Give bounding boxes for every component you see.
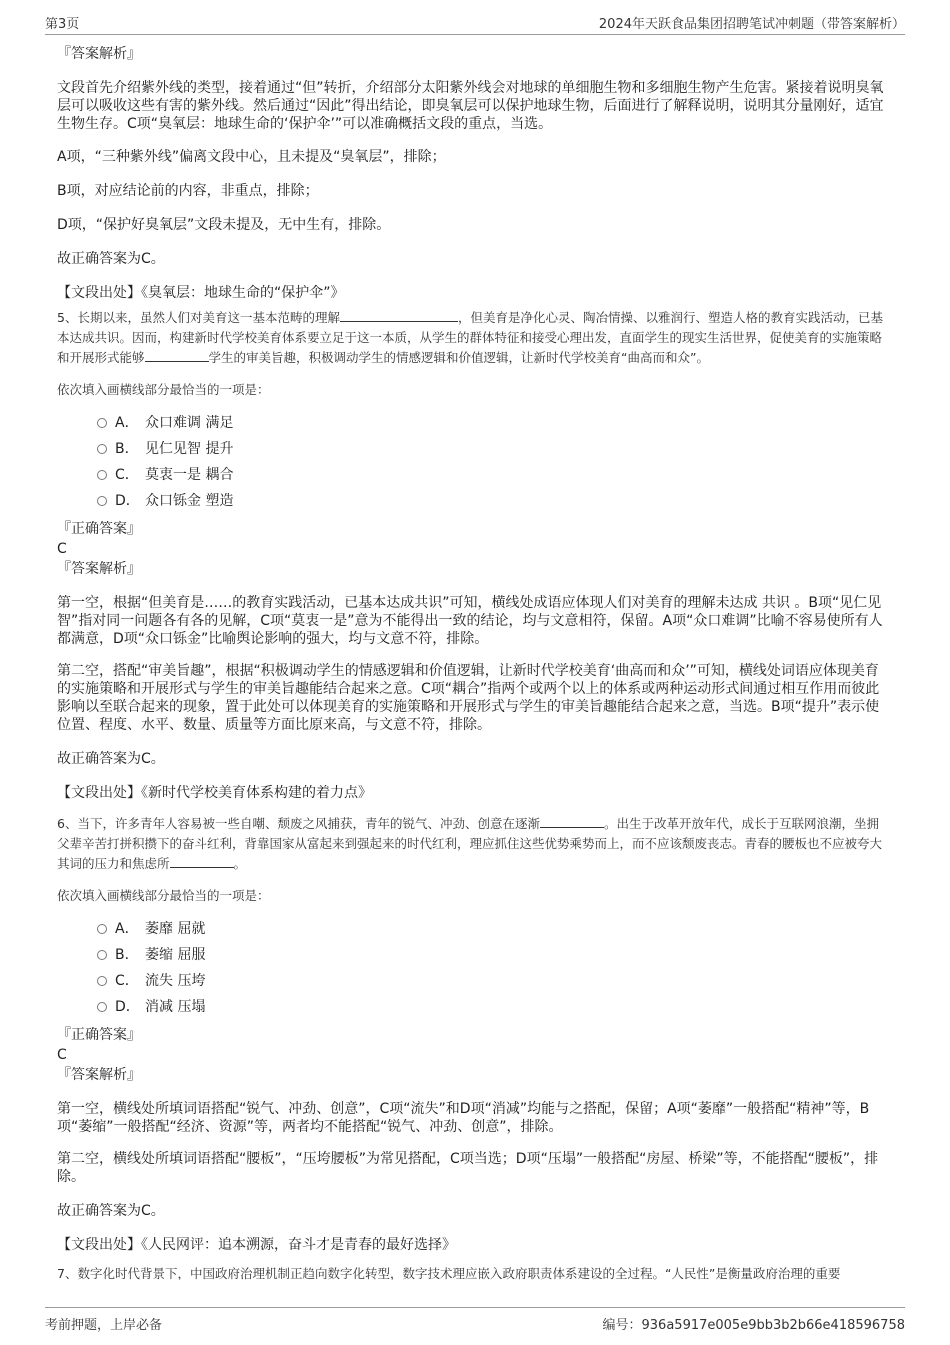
page-number: 第3页: [45, 17, 80, 32]
question-stem: 5、长期以来，虽然人们对美育这一基本范畴的理解 ，但美育是净化心灵、陶冶情操、以雅润行、塑造人格的教育实践活动，已基本达成共识。因而，构建新时代学校美育体系要立足于这一本质，从学生的群体特征和接受心理出发，直面学生的现实生活世界，促使美育的实施策略和开展形式能够 学生的审美旨趣，积极调动学生的情感逻辑和价值逻辑，让新时代学校美育“曲高而和众”。: [57, 310, 883, 365]
question-prompt: 依次填入画横线部分最恰当的一项是：: [57, 382, 270, 397]
source-citation: 【文段出处】《臭氧层：地球生命的“保护伞”》: [57, 285, 345, 301]
analysis-paragraph: 第二空，搭配“审美旨趣”，根据“积极调动学生的情感逻辑和价值逻辑，让新时代学校美育‘曲高而和众’”可知，横线处词语应体现美育的实施策略和开展形式与学生的审美旨趣能结合起来之意。C项“耦合”指两个或两个以上的体系或两种运动形式间通过相互作用而彼此影响以至联合起来的现象，置于此处可以体现美育的实施策略和开展形式与学生的审美旨趣能结合起来之意，当选。B项“提升”表示使位置、程度、水平、数量、质量等方面比原来高，与文意不符，排除。: [57, 663, 880, 733]
option-list: [97, 916, 887, 1020]
page-footer: [45, 1307, 905, 1336]
question-stem: 6、当下，许多青年人容易被一些自嘲、颓废之风捕获，青年的锐气、冲劲、创意在逐渐 。出生于改革开放年代，成长于互联网浪潮，坐拥父辈辛苦打拼积攒下的奋斗红利，背靠国家从富起来到强起来的时代红利，理应抓住这些优势乘势而上，而不应该颓废丧志。青春的腰板也不应被夸大其词的压力和焦虑所 。: [57, 816, 883, 871]
fill-blank: [145, 348, 209, 362]
option-b[interactable]: B． 萎缩 屈服: [97, 942, 887, 968]
correct-answer: C: [57, 541, 67, 557]
question-stem: 7、数字化时代背景下，中国政府治理机制正趋向数字化转型，数字技术理应嵌入政府职责体系建设的全过程。“人民性”是衡量政府治理的重要: [57, 1266, 841, 1280]
fill-blank: [340, 308, 458, 322]
radio-icon[interactable]: [97, 950, 107, 960]
radio-icon[interactable]: [97, 444, 107, 454]
fill-blank: [540, 814, 604, 828]
document-body: [57, 45, 887, 1280]
option-b[interactable]: B． 见仁见智 提升: [97, 436, 887, 462]
analysis-paragraph: B项，对应结论前的内容，非重点，排除；: [57, 183, 319, 199]
analysis-label: 『答案解析』: [57, 46, 141, 62]
document-title: 2024年天跃食品集团招聘笔试冲刺题（带答案解析）: [598, 17, 905, 32]
footer-slogan: 考前押题，上岸必备: [45, 1318, 163, 1333]
option-c[interactable]: C． 流失 压垮: [97, 968, 887, 994]
analysis-paragraph: 第一空，横线处所填词语搭配“锐气、冲劲、创意”，C项“流失”和D项“消减”均能与之搭配，保留；A项“萎靡”一般搭配“精神”等，B项“萎缩”一般搭配“经济、资源”等，两者均不能搭配“锐气、冲劲、创意”，排除。: [57, 1101, 870, 1135]
option-d[interactable]: D． 众口铄金 塑造: [97, 488, 887, 514]
answer-conclusion: 故正确答案为C。: [57, 751, 165, 767]
correct-answer-label: 『正确答案』: [57, 1027, 141, 1043]
radio-icon[interactable]: [97, 976, 107, 986]
analysis-paragraph: 第二空，横线处所填词语搭配“腰板”，“压垮腰板”为常见搭配，C项当选；D项“压塌”一般搭配“房屋、桥梁”等，不能搭配“腰板”，排除。: [57, 1151, 879, 1185]
page-header: [45, 10, 905, 35]
source-citation: 【文段出处】《人民网评：追本溯源，奋斗才是青春的最好选择》: [57, 1237, 456, 1253]
answer-conclusion: 故正确答案为C。: [57, 1203, 165, 1219]
correct-answer-label: 『正确答案』: [57, 521, 141, 537]
analysis-label: 『答案解析』: [57, 1067, 141, 1083]
analysis-label: 『答案解析』: [57, 561, 141, 577]
radio-icon[interactable]: [97, 924, 107, 934]
radio-icon[interactable]: [97, 1002, 107, 1012]
radio-icon[interactable]: [97, 496, 107, 506]
option-a[interactable]: A． 众口难调 满足: [97, 410, 887, 436]
question-prompt: 依次填入画横线部分最恰当的一项是：: [57, 888, 270, 903]
answer-conclusion: 故正确答案为C。: [57, 251, 165, 267]
source-citation: 【文段出处】《新时代学校美育体系构建的着力点》: [57, 785, 372, 801]
radio-icon[interactable]: [97, 418, 107, 428]
option-c[interactable]: C． 莫衷一是 耦合: [97, 462, 887, 488]
analysis-paragraph: A项，“三种紫外线”偏离文段中心，且未提及“臭氧层”，排除；: [57, 149, 446, 165]
analysis-paragraph: 第一空，根据“但美育是……的教育实践活动，已基本达成共识”可知，横线处成语应体现人们对美育的理解未达成 共识 。B项“见仁见智”指对同一问题各有各的见解，C项“莫衷一是”意为不能得出一致的结论，均与文意相符，保留。A项“众口难调”比喻不容易使所有人都满意，D项“众口铄金”比喻舆论影响的强大，均与文意不符，排除。: [57, 595, 883, 647]
correct-answer: C: [57, 1047, 67, 1063]
fill-blank: [170, 854, 234, 868]
option-list: [97, 410, 887, 514]
analysis-paragraph: D项，“保护好臭氧层”文段未提及，无中生有，排除。: [57, 217, 391, 233]
option-d[interactable]: D． 消减 压塌: [97, 994, 887, 1020]
option-a[interactable]: A． 萎靡 屈就: [97, 916, 887, 942]
analysis-paragraph: 文段首先介绍紫外线的类型，接着通过“但”转折，介绍部分太阳紫外线会对地球的单细胞生物和多细胞生物产生危害。紧接着说明臭氧层可以吸收这些有害的紫外线。然后通过“因此”得出结论，即臭氧层可以保护地球生物，后面进行了解释说明，说明其分量刚好，适宜生物生存。C项“臭氧层：地球生命的‘保护伞’”可以准确概括文段的重点，当选。: [57, 80, 884, 132]
document-code: 编号：936a5917e005e9bb3b2b66e418596758: [602, 1318, 905, 1333]
radio-icon[interactable]: [97, 470, 107, 480]
